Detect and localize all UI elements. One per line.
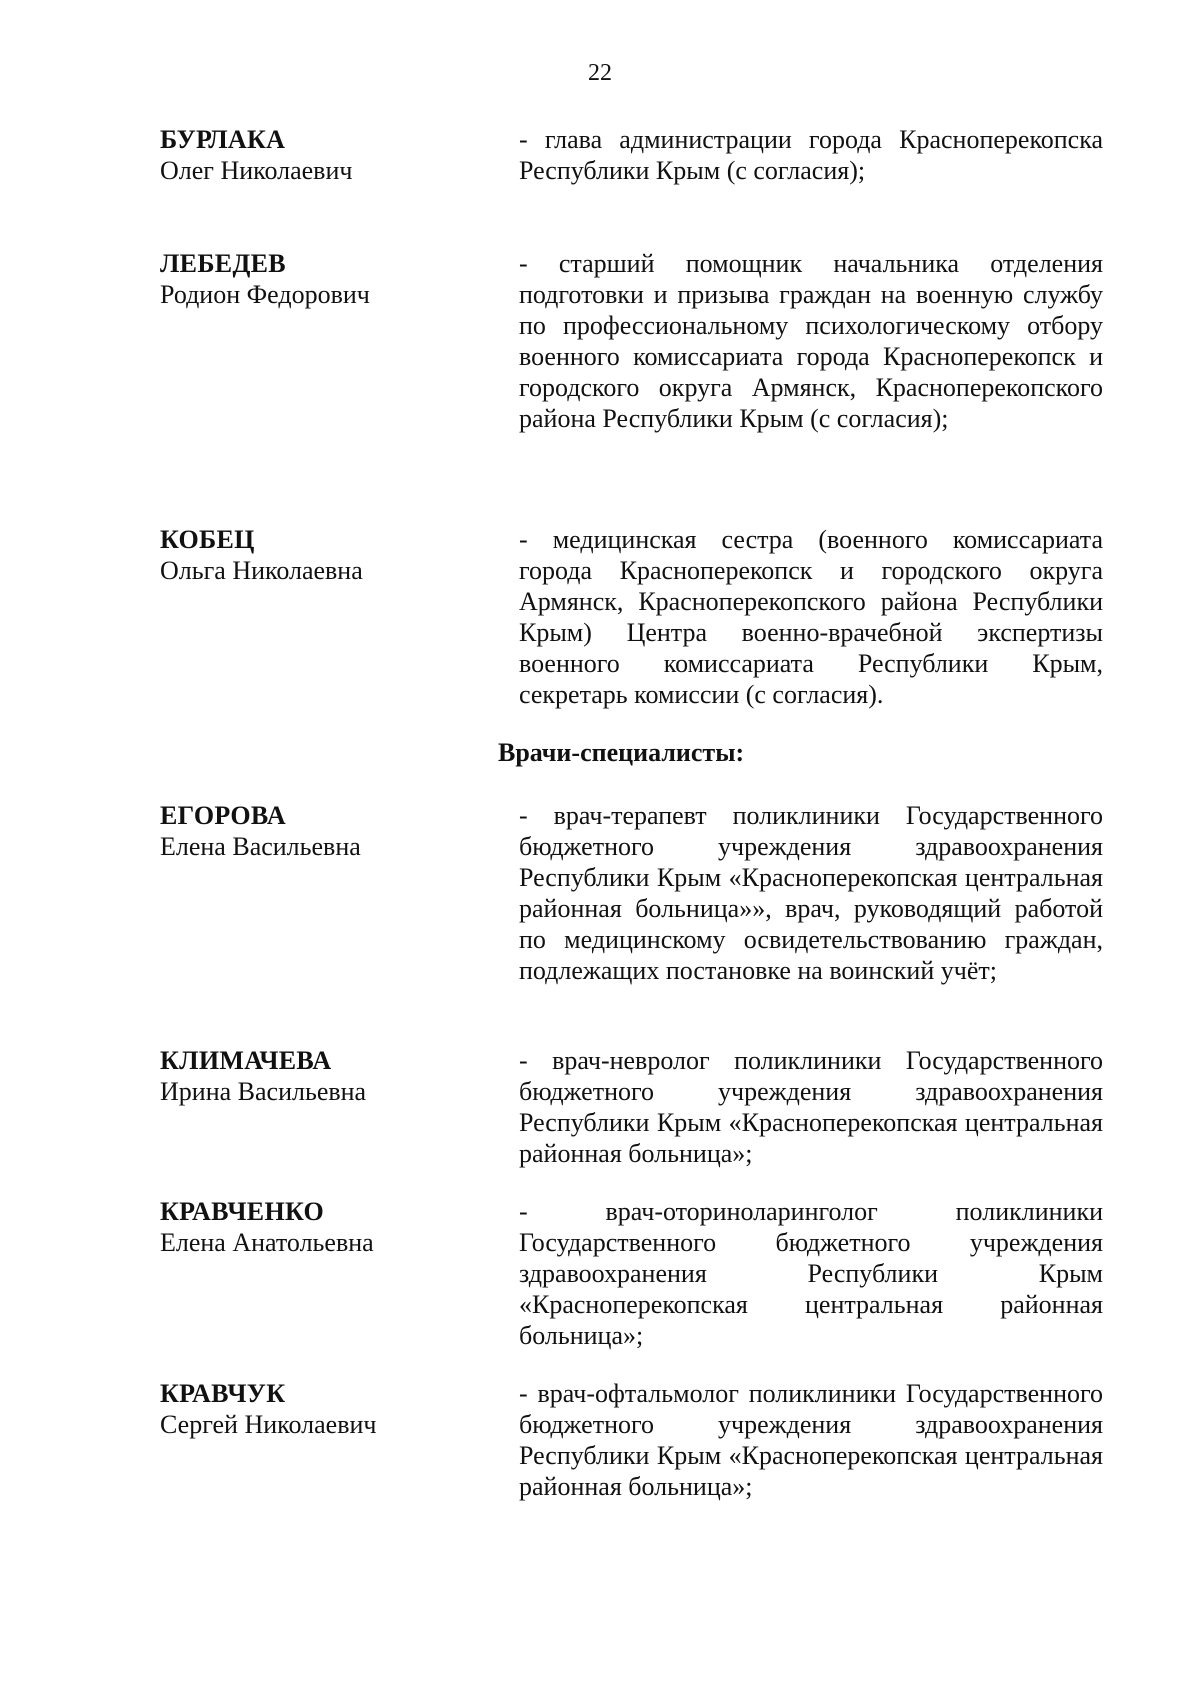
member-description: - старший помощник начальника отделения подготовки и призыва граждан на военную службу по профессиональному психологическому отбору военного комиссариата города Красноперекопск и городского округа Армянск, Красноперекопского района Республики Крым (с согласия); — [519, 249, 1103, 433]
specialist-surname: ЕГОРОВА — [160, 801, 286, 830]
member-surname: ЛЕБЕДЕВ — [160, 249, 286, 278]
member-person — [160, 524, 490, 586]
member-name: Олег Николаевич — [160, 156, 353, 185]
member-surname: БУРЛАКА — [160, 125, 286, 154]
member-description: - медицинская сестра (военного комиссариата города Красноперекопск и городского округа Армянск, Красноперекопского района Республики Крым) Центра военно-врачебной экспертизы военного комиссариата Республики Крым, секретарь комиссии (с согласия). — [519, 525, 1103, 709]
specialist-person — [160, 800, 490, 862]
specialist-name: Елена Анатольевна — [160, 1228, 374, 1257]
page-number: 22 — [588, 60, 612, 86]
member-surname: КОБЕЦ — [160, 525, 255, 554]
section-heading: Врачи-специалисты: — [498, 738, 745, 767]
member-person — [160, 248, 490, 310]
specialist-description: - врач-оториноларинголог поликлиники Государственного бюджетного учреждения здравоохранения Республики Крым «Красноперекопская центральная районная больница»; — [519, 1197, 1103, 1350]
specialist-description: - врач-невролог поликлиники Государственного бюджетного учреждения здравоохранения Республики Крым «Красноперекопская центральная районная больница»; — [519, 1046, 1103, 1168]
specialist-surname: КРАВЧУК — [160, 1379, 286, 1408]
specialist-person — [160, 1045, 490, 1107]
member-person — [160, 124, 490, 186]
member-name: Ольга Николаевна — [160, 556, 363, 585]
member-name: Родион Федорович — [160, 280, 370, 309]
specialist-person — [160, 1378, 490, 1440]
member-description: - глава администрации города Красноперекопска Республики Крым (с согласия); — [519, 125, 1103, 185]
specialist-surname: КРАВЧЕНКО — [160, 1197, 325, 1226]
specialist-person — [160, 1196, 490, 1258]
specialist-description: - врач-терапевт поликлиники Государственного бюджетного учреждения здравоохранения Республики Крым «Красноперекопская центральная районная больница»», врач, руководящий работой по медицинскому освидетельствованию граждан, подлежащих постановке на воинский учёт; — [519, 801, 1103, 985]
specialist-surname: КЛИМАЧЕВА — [160, 1046, 332, 1075]
specialist-name: Елена Васильевна — [160, 832, 361, 861]
specialist-name: Ирина Васильевна — [160, 1077, 367, 1106]
specialist-description: - врач-офтальмолог поликлиники Государственного бюджетного учреждения здравоохранения Республики Крым «Красноперекопская центральная районная больница»; — [519, 1379, 1103, 1501]
specialist-name: Сергей Николаевич — [160, 1410, 377, 1439]
